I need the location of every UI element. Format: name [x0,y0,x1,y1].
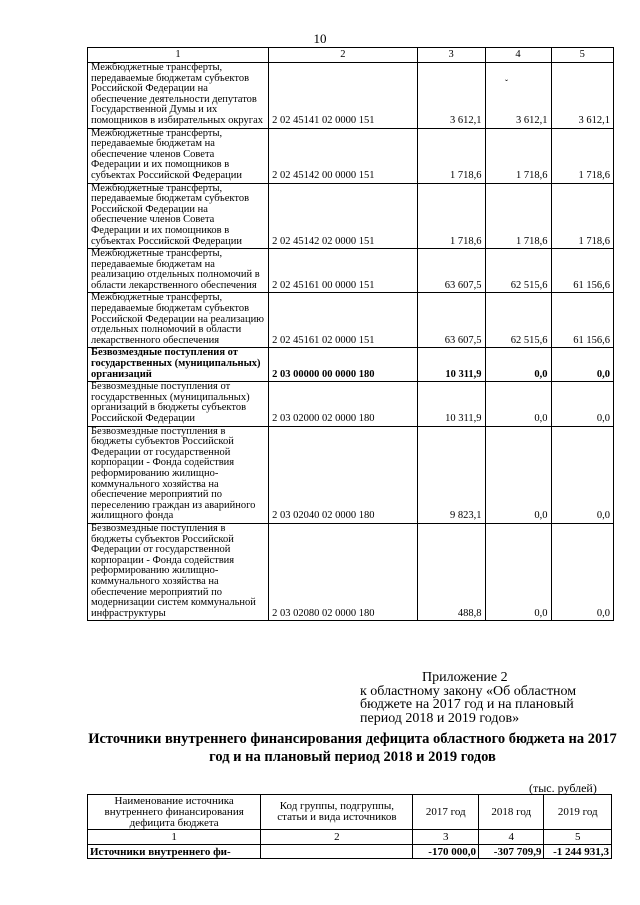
row-value-2017: 1 718,6 [417,183,485,249]
row-name: Безвозмездные поступления от государственных (муниципальных) организаций в бюджеты субъектов Российской Федерации [88,382,269,426]
pen-mark: ˇ [505,78,508,88]
row-value-2019: 61 156,6 [551,249,614,293]
row-code: 2 02 45161 02 0000 151 [269,293,418,348]
header-2019: 2019 год [544,795,612,830]
row-value-2019: 0,0 [551,348,614,382]
table-row [88,523,614,620]
table-row [88,845,612,859]
table-header-row [88,795,612,830]
revenue-table [87,47,614,621]
col-number-5: 5 [544,830,612,845]
row-value-2017: 9 823,1 [417,426,485,523]
page-title: Источники внутреннего финансирования дефицита областного бюджета на 2017 год и на плановый период 2018 и 2019 годов [88,731,617,765]
row-value-2018: 0,0 [485,426,551,523]
col-number-1: 1 [88,830,261,845]
row-name: Межбюджетные трансферты, передаваемые бюджетам на обеспечение членов Совета Федерации и их помощников в субъектах Российской Федерации [88,128,269,183]
row-source-name: Источники внутреннего фи- [88,845,261,859]
column-number-row [88,830,612,845]
row-value-2018: 0,0 [485,523,551,620]
row-value-2017: -170 000,0 [413,845,479,859]
table-row [88,63,614,129]
row-code [261,845,413,859]
row-value-2017: 10 311,9 [417,348,485,382]
row-value-2018: 1 718,6 [485,128,551,183]
row-code: 2 02 45142 00 0000 151 [269,128,418,183]
header-code: Код группы, подгруппы, статьи и вида источников [261,795,413,830]
col-header-1: 1 [88,48,269,63]
row-code: 2 03 02040 02 0000 180 [269,426,418,523]
row-value-2019: 0,0 [551,382,614,426]
row-name: Межбюджетные трансферты, передаваемые бюджетам на реализацию отдельных полномочий в области лекарственного обеспечения [88,249,269,293]
table-row [88,128,614,183]
header-2017: 2017 год [413,795,479,830]
row-value-2018: 3 612,1 [485,63,551,129]
row-value-2019: -1 244 931,3 [544,845,612,859]
row-value-2017: 3 612,1 [417,63,485,129]
row-name: Межбюджетные трансферты, передаваемые бюджетам субъектов Российской Федерации на обеспечение деятельности депутатов Государственной Думы и их помощников в избирательных округах [88,63,269,129]
table-row [88,249,614,293]
col-header-3: 3 [417,48,485,63]
unit-label: (тыс. рублей) [529,781,597,795]
page-number: 10 [313,31,327,46]
row-value-2019: 0,0 [551,523,614,620]
row-value-2019: 1 718,6 [551,128,614,183]
appendix-note [360,671,610,725]
row-value-2017: 1 718,6 [417,128,485,183]
header-2018: 2018 год [478,795,544,830]
appendix-title: Приложение 2 [422,670,508,685]
col-header-2: 2 [269,48,418,63]
header-source-name: Наименование источника внутреннего финансирования дефицита бюджета [88,795,261,830]
row-code: 2 02 45142 02 0000 151 [269,183,418,249]
row-value-2017: 63 607,5 [417,293,485,348]
col-header-4: 4 [485,48,551,63]
table-row [88,183,614,249]
table-row [88,348,614,382]
row-name: Безвозмездные поступления в бюджеты субъектов Российской Федерации от государственной корпорации - Фонда содействия реформированию жилищно-коммунального хозяйства на обеспечение мероприятий по модернизации систем коммунальной инфраструктуры [88,523,269,620]
col-number-2: 2 [261,830,413,845]
row-name: Безвозмездные поступления в бюджеты субъектов Российской Федерации от государственной корпорации - Фонда содействия реформированию жилищно-коммунального хозяйства на обеспечение мероприятий по переселению граждан из аварийного жилищного фонда [88,426,269,523]
row-code: 2 03 02000 02 0000 180 [269,382,418,426]
row-value-2019: 3 612,1 [551,63,614,129]
row-value-2019: 0,0 [551,426,614,523]
col-header-5: 5 [551,48,614,63]
table-row [88,293,614,348]
sources-table [87,794,612,859]
row-value-2018: 1 718,6 [485,183,551,249]
row-name: Межбюджетные трансферты, передаваемые бюджетам субъектов Российской Федерации на реализацию отдельных полномочий в области лекарственного обеспечения [88,293,269,348]
table-row [88,382,614,426]
row-code: 2 02 45161 00 0000 151 [269,249,418,293]
appendix-reference: к областному закону «Об областном бюджете на 2017 год и на плановый период 2018 и 2019 годов» [360,683,577,726]
row-code: 2 03 02080 02 0000 180 [269,523,418,620]
row-code: 2 02 45141 02 0000 151 [269,63,418,129]
row-value-2017: 488,8 [417,523,485,620]
row-value-2018: -307 709,9 [478,845,544,859]
row-value-2018: 0,0 [485,382,551,426]
table-header-row [88,48,614,63]
row-value-2019: 1 718,6 [551,183,614,249]
row-value-2017: 63 607,5 [417,249,485,293]
table-row [88,426,614,523]
col-number-3: 3 [413,830,479,845]
row-name: Безвозмездные поступления от государственных (муниципальных) организаций [88,348,269,382]
col-number-4: 4 [478,830,544,845]
row-value-2017: 10 311,9 [417,382,485,426]
row-value-2018: 62 515,6 [485,249,551,293]
row-value-2018: 62 515,6 [485,293,551,348]
row-code: 2 03 00000 00 0000 180 [269,348,418,382]
row-value-2018: 0,0 [485,348,551,382]
row-value-2019: 61 156,6 [551,293,614,348]
row-name: Межбюджетные трансферты, передаваемые бюджетам субъектов Российской Федерации на обеспечение членов Совета Федерации и их помощников в субъектах Российской Федерации [88,183,269,249]
